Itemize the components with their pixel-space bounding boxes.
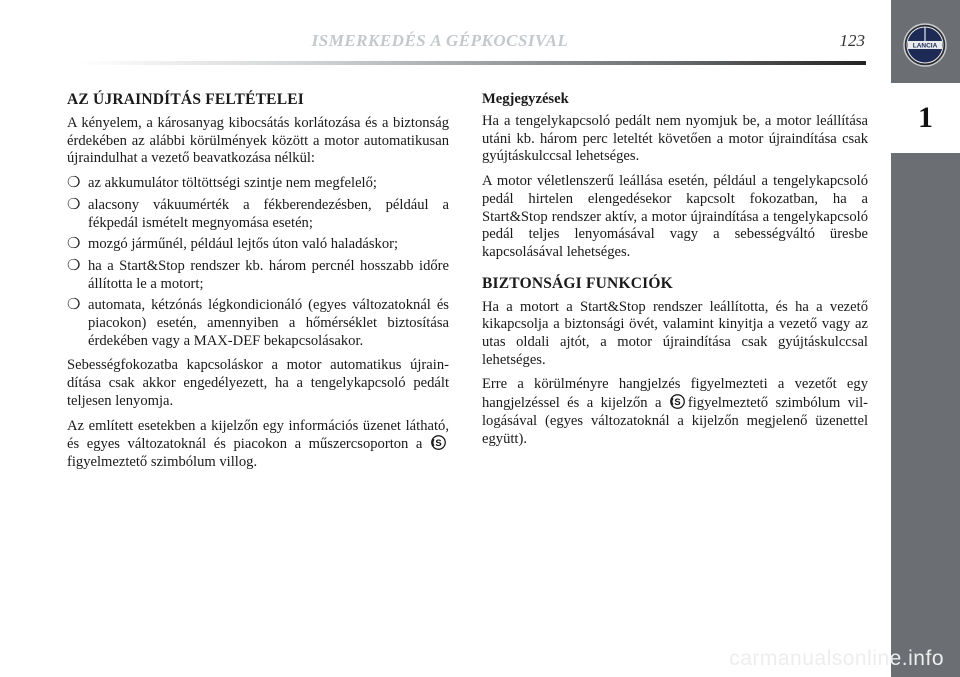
list-item: ❍ az akkumulátor töltöttségi szintje nem megfelelő; [67,175,377,192]
bullet-icon: ❍ [67,297,81,314]
section-heading-restart-conditions: AZ ÚJRAINDÍTÁS FELTÉTELEI [67,91,305,108]
section-heading-safety-functions: BIZTONSÁGI FUNKCIÓK [482,274,673,292]
start-stop-warning-icon [431,435,446,450]
list-item: ❍ mozgó járműnél, például lejtős úton való haladáskor; [67,236,399,253]
notes-heading: Megjegyzések [482,91,569,107]
bullet-icon: ❍ [67,196,81,213]
lancia-logo-icon [903,23,947,67]
running-header-title: ISMERKEDÉS A GÉPKOCSIVAL [311,31,569,50]
left-column [67,90,449,479]
notes-paragraph-2: A motor véletlenszerű leállása esetén, például a tengelykapcsoló pedál hirtelen elengedésekor kapcsolt fokozatban, ha a Start&Stop rendszer aktív, a motor újraindítása a tengelykapcsoló pedál teljes lenyomásával vagy a sebességváltó üresbe kapcsolásával lehetséges. [482,173,868,260]
start-stop-warning-icon [670,394,685,409]
restart-conditions-list [67,175,449,350]
safety-paragraph-2: Erre a körülményre hangjelzés figyelmezteti a vezetőt egy hangjelzéssel és a kijelzőn a S figyelmeztető szimbólum villogásával (egyes változatoknál a kijelzőn megjelenő üzenettel együtt). [482,376,869,447]
logo-text: LANCIA [912,42,938,50]
bullet-icon: ❍ [67,257,81,274]
svg-text:S: S [674,397,681,408]
gear-engagement-paragraph: Sebességfokozatba kapcsoláskor a motor automatikus újraindítása csak akkor engedélyezett, ha a tengelykapcsoló pedált teljesen lenyomja. [67,357,449,409]
bullet-icon: ❍ [67,175,81,192]
list-item: ❍ ha a Start&Stop rendszer kb. három percnél hosszabb időre állította le a motort; [67,257,449,292]
list-item: ❍ alacsony vákuumérték a fékberendezésben, például a fékpedál ismételt megnyomása esetén; [67,196,449,231]
notes-paragraph-1: Ha a tengelykapcsoló pedált nem nyomjuk be, a motor leállítása utáni kb. három perc leteltét követően a motor újraindítása csak gyújtáskulccsal lehetséges. [482,113,868,165]
intro-paragraph: A kényelem, a károsanyag kibocsátás korlátozása és a biztonság érdekében az alábbi körülmények között a motor automatikusan újraindulhat a vezető beavatkozása nélkül: [67,115,449,167]
display-message-paragraph: Az említett esetekben a kijelzőn egy információs üzenet látható, és egyes változatoknál és piacokon a műszercsoporton a S figyelmeztető szimbólum villog. [67,417,449,470]
safety-paragraph-1: Ha a motort a Start&Stop rendszer leállította, és ha a vezető kikapcsolja a biztonsági övét, valamint kinyitja a vezető vagy az utas oldali ajtót, a motor újraindítása csak gyújtáskulccsal lehetséges. [482,298,868,368]
svg-text:S: S [435,438,442,449]
page-number: 123 [839,31,865,50]
chapter-tab[interactable]: 1 [891,83,960,153]
right-column [482,90,868,455]
bullet-icon: ❍ [67,236,81,253]
list-item: ❍ automata, kétzónás légkondicionáló (egyes változatoknál és piacokon) esetén, amennyiben a hőmérséklet biztosítása érdekében vagy a MAX-DEF bekapcsolásakor. [67,297,449,349]
watermark: carmanualsonline.info [729,647,944,670]
header-rule [80,61,866,65]
